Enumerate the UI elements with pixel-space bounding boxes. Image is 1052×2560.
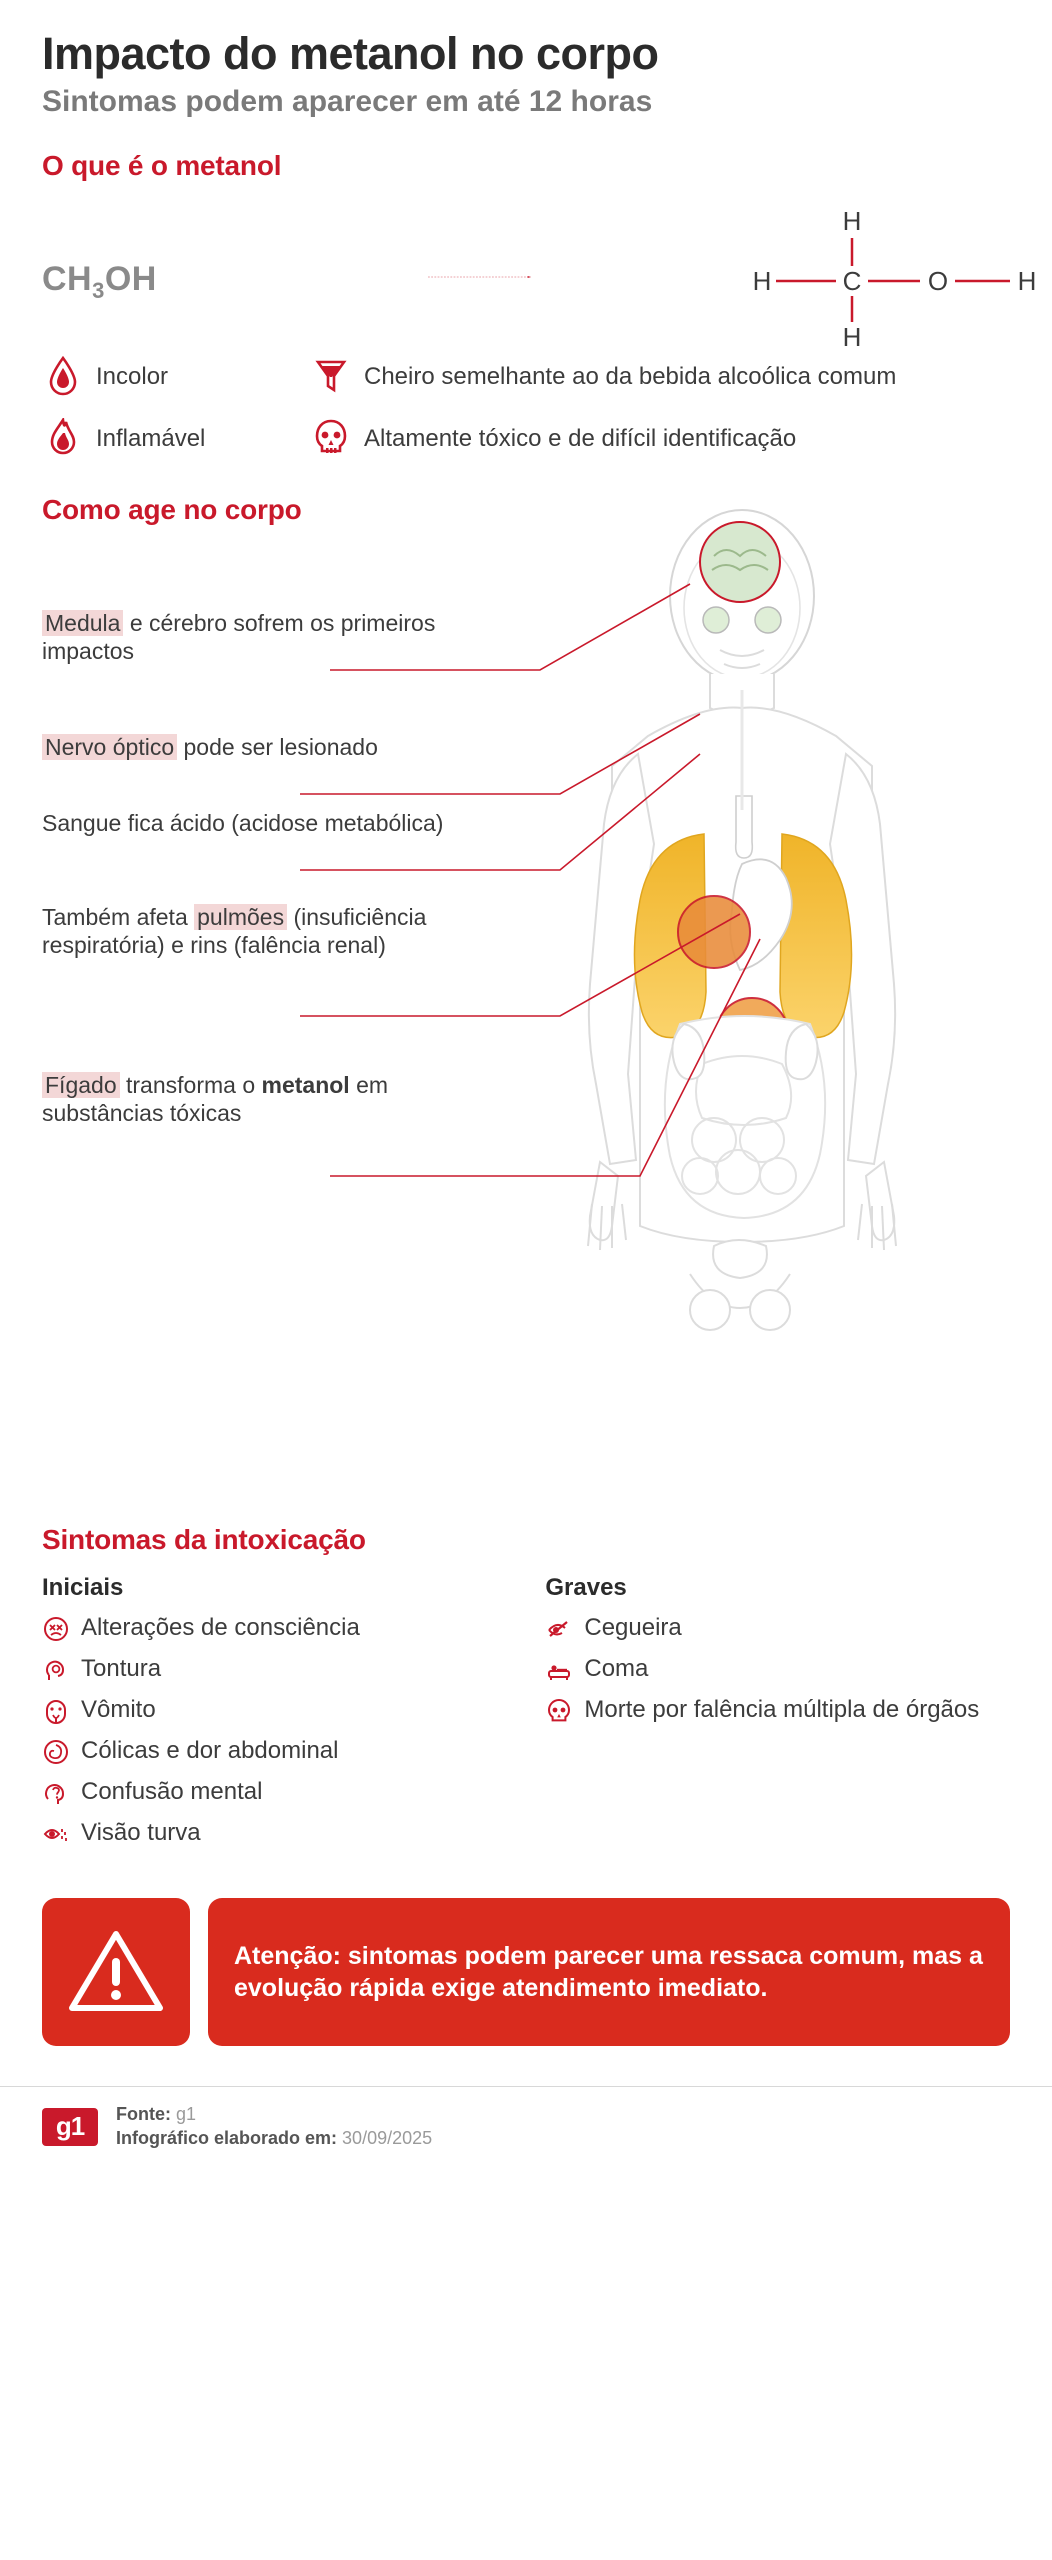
molecular-formula: $CH_3OH$	[42, 260, 157, 304]
section-title-body-action: Como age no corpo	[42, 494, 302, 526]
symptom-label: Visão turva	[81, 1819, 201, 1847]
symptom-label: Morte por falência múltipla de órgãos	[584, 1696, 980, 1724]
vomit-face-icon	[42, 1696, 70, 1724]
footer-source-label: Fonte:	[116, 2104, 171, 2125]
symptom-item	[42, 1614, 545, 1642]
footer-date-line	[116, 2127, 432, 2150]
property-toxic	[310, 418, 796, 458]
section-what-is-methanol	[0, 118, 1052, 458]
footer-credits	[116, 2103, 432, 2150]
alert-banner	[42, 1898, 1010, 2046]
footer-date-label: Infográfico elaborado em:	[116, 2127, 338, 2148]
symptom-label: Cólicas e dor abdominal	[81, 1737, 339, 1765]
dizzy-face-icon	[42, 1614, 70, 1642]
property-label: Incolor	[96, 362, 169, 390]
symptom-label: Vômito	[81, 1696, 156, 1724]
property-label: Cheiro semelhante ao da bebida alcoólica comum	[364, 362, 897, 390]
symptom-item	[42, 1737, 545, 1765]
callout-rest: transforma o metanol em substâncias tóxicas	[42, 1072, 389, 1126]
property-smell	[310, 356, 896, 396]
section-title-symptoms: Sintomas da intoxicação	[42, 1524, 366, 1556]
property-flammable	[42, 418, 310, 458]
bed-icon	[545, 1655, 573, 1683]
callout-liver	[42, 1072, 472, 1127]
svg-text:H: H	[842, 322, 862, 349]
stomach-icon	[42, 1737, 70, 1765]
footer-source-line	[116, 2103, 432, 2126]
blurred-eye-icon	[42, 1819, 70, 1847]
section-title-what-is: O que é o metanol	[42, 150, 282, 182]
symptom-item	[545, 1696, 1010, 1724]
symptom-item	[545, 1655, 1010, 1683]
formula-row	[42, 200, 1037, 350]
question-head-icon	[42, 1778, 70, 1806]
symptom-label: Alterações de consciência	[81, 1614, 360, 1642]
symptoms-columns	[42, 1574, 1010, 1860]
svg-text:O: O	[927, 266, 949, 297]
symptom-item	[42, 1655, 545, 1683]
flame-icon	[42, 418, 84, 458]
symptom-item	[42, 1778, 545, 1806]
skull-icon	[545, 1696, 573, 1724]
page-title: Impacto do metanol no corpo	[42, 28, 659, 79]
symptoms-severe-column	[545, 1574, 1010, 1860]
skull-icon	[310, 418, 352, 458]
eye-slash-icon	[545, 1614, 573, 1642]
symptoms-initial-column	[42, 1574, 545, 1860]
callout-rest: (insuficiência respiratória) e rins (falência renal)	[42, 904, 427, 958]
alert-text: Atenção: sintomas podem parecer uma ressaca comum, mas a evolução rápida exige atendimento imediato.	[208, 1898, 1010, 2046]
arrow-icon	[220, 276, 740, 278]
g1-logo: g1	[42, 2108, 98, 2146]
symptom-item	[545, 1614, 1010, 1642]
funnel-icon	[310, 356, 352, 396]
symptom-label: Tontura	[81, 1655, 162, 1683]
drop-icon	[42, 356, 84, 396]
footer	[0, 2086, 1052, 2176]
section-body-action	[0, 494, 1052, 1504]
svg-text:H: H	[752, 266, 772, 297]
symptoms-severe-header: Graves	[545, 1574, 627, 1602]
callout-lungs-kidneys	[42, 904, 472, 959]
callout-medulla-brain	[42, 610, 472, 665]
callout-highlight: Fígado	[42, 1072, 120, 1098]
symptom-label: Cegueira	[584, 1614, 682, 1642]
property-colorless	[42, 356, 310, 396]
callout-rest: pode ser lesionado	[177, 734, 378, 761]
callout-blood-acidosis	[42, 810, 443, 838]
property-label: Altamente tóxico e de difícil identificação	[364, 424, 797, 452]
footer-source-value: g1	[176, 2104, 197, 2125]
callout-optic-nerve	[42, 734, 378, 762]
structural-formula-icon	[742, 208, 1042, 348]
alert-badge	[42, 1898, 190, 2046]
callout-rest: Sangue fica ácido (acidose metabólica)	[42, 810, 444, 837]
symptom-label: Confusão mental	[81, 1778, 263, 1806]
spiral-head-icon	[42, 1655, 70, 1683]
properties-list	[42, 356, 1010, 458]
properties-row-2	[42, 418, 1010, 458]
callout-pre: Também afeta	[42, 904, 195, 931]
warning-triangle-icon	[68, 1928, 164, 2016]
callout-highlight: Medula	[42, 610, 123, 636]
header	[0, 0, 1052, 118]
property-label: Inflamável	[96, 424, 206, 452]
svg-text:H: H	[842, 208, 862, 237]
callout-highlight: pulmões	[194, 904, 287, 930]
symptom-item	[42, 1696, 545, 1724]
properties-row-1	[42, 356, 1010, 396]
symptoms-initial-header: Iniciais	[42, 1574, 124, 1602]
page-subtitle: Sintomas podem aparecer em até 12 horas	[42, 85, 653, 119]
footer-date-value: 30/09/2025	[342, 2127, 433, 2148]
callout-rest: e cérebro sofrem os primeiros impactos	[42, 610, 436, 664]
symptom-item	[42, 1819, 545, 1847]
human-body-diagram	[452, 504, 1032, 1484]
svg-text:C: C	[842, 266, 862, 297]
svg-text:H: H	[1017, 266, 1037, 297]
section-symptoms	[0, 1524, 1052, 1860]
symptom-label: Coma	[584, 1655, 649, 1683]
callout-highlight: Nervo óptico	[42, 734, 177, 760]
